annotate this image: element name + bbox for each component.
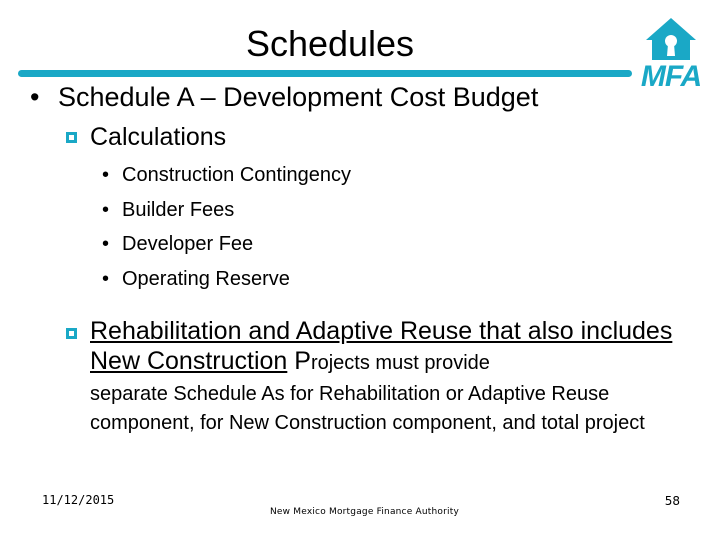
house-keyhole-icon — [632, 16, 710, 64]
bullet-text: Calculations — [90, 123, 227, 151]
underlined-phrase: Rehabilitation and Adaptive Reuse that also includes New Construction — [90, 317, 673, 375]
footer-date: 11/12/2015 — [42, 493, 115, 507]
slide-title: Schedules — [245, 23, 415, 64]
bullet-marker: • — [102, 198, 110, 221]
bullet-rehabilitation — [90, 316, 680, 438]
small-text: rojects must provide — [310, 352, 490, 374]
list-item-text: Construction Contingency — [122, 164, 352, 186]
bullet-marker: • — [30, 82, 40, 112]
bullet-marker: • — [102, 267, 110, 290]
footer-organization: New Mexico Mortgage Finance Authority — [270, 507, 459, 517]
list-item-text: Developer Fee — [122, 233, 254, 255]
list-item — [102, 197, 622, 232]
list-item — [102, 266, 622, 301]
logo-wordmark: MFA — [640, 60, 702, 93]
list-item-text: Builder Fees — [122, 198, 235, 221]
list-item-text: Operating Reserve — [122, 267, 290, 290]
title-divider — [18, 70, 632, 77]
bullet-marker: • — [102, 164, 110, 186]
calculations-list — [102, 162, 622, 300]
square-bullet-icon — [66, 132, 77, 143]
large-letter: P — [294, 347, 311, 375]
bullet-text: Schedule A – Development Cost Budget — [58, 82, 539, 112]
page-number: 58 — [664, 494, 680, 508]
list-item — [102, 231, 622, 266]
square-bullet-icon — [66, 328, 77, 339]
mfa-logo — [632, 16, 710, 93]
bullet-marker: • — [102, 233, 110, 255]
paragraph-continuation: separate Schedule As for Rehabilitation or Adaptive Reuse component, for New Construction component, and total project — [90, 383, 645, 434]
list-item — [102, 162, 622, 197]
